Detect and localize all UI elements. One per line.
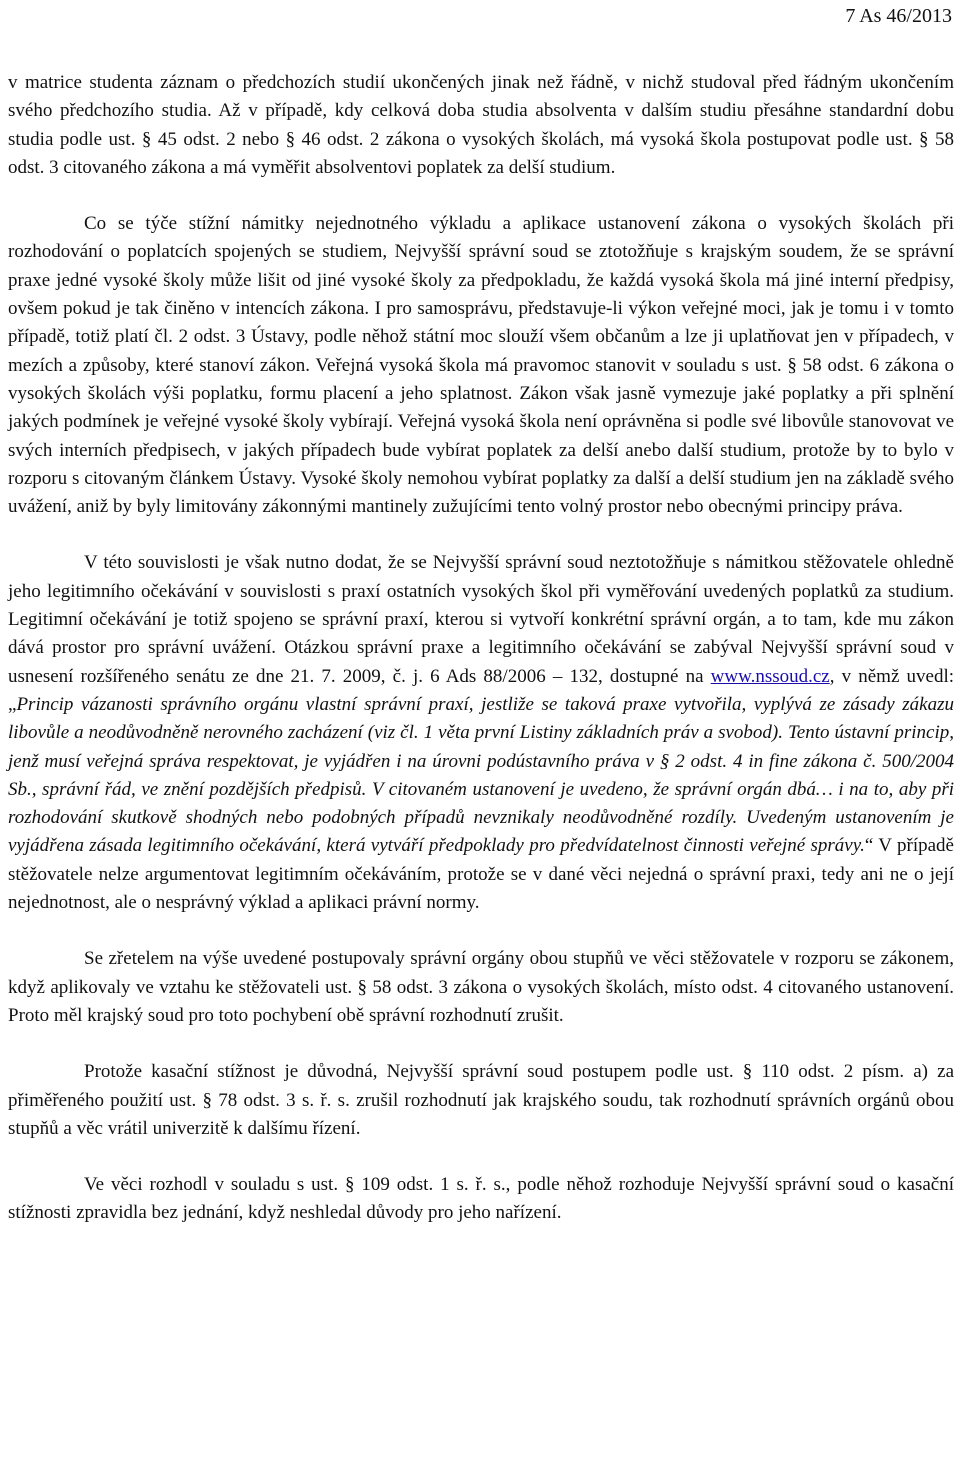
paragraph-3: [8, 549, 954, 917]
paragraph-4: Se zřetelem na výše uvedené postupovaly správní orgány obou stupňů ve věci stěžovatele v rozporu se zákonem, když aplikovaly ve vztahu ke stěžovateli ust. § 58 odst. 3 zákona o vysokých školách, místo odst. 4 citovaného ustanovení. Proto měl krajský soud pro toto pochybení obě správní rozhodnutí zrušit.: [8, 948, 954, 1026]
paragraph-3-text-after-link: , v němž uvedl: „: [8, 665, 954, 715]
nssoud-link[interactable]: www.nssoud.cz: [710, 665, 830, 687]
document-body: [8, 69, 954, 1228]
paragraph-6: Ve věci rozhodl v souladu s ust. § 109 odst. 1 s. ř. s., podle něhož rozhoduje Nejvyšší správní soud o kasační stížnosti zpravidla bez jednání, když neshledal důvody pro jeho nařízení.: [8, 1174, 954, 1224]
paragraph-5: Protože kasační stížnost je důvodná, Nejvyšší správní soud postupem podle ust. § 110 odst. 2 písm. a) za přiměřeného použití ust. § 78 odst. 3 s. ř. s. zrušil rozhodnutí jak krajského soudu, tak rozhodnutí správních orgánů obou stupňů a věc vrátil univerzitě k dalšímu řízení.: [8, 1061, 954, 1139]
paragraph-3-text-after-quote: “ V případě stěžovatele nelze argumentovat legitimním očekáváním, protože se v dané věci nejedná o správní praxi, tedy ani ne o její nejednotnost, ale o nesprávný výklad a aplikaci právní normy.: [8, 835, 954, 914]
case-number-header: 7 As 46/2013: [845, 5, 952, 27]
paragraph-2: Co se týče stížní námitky nejednotného výkladu a aplikace ustanovení zákona o vysokých školách při rozhodování o poplatcích spojených se studiem, Nejvyšší správní soud se ztotožňuje s krajským soudem, že se správní praxe jedné vysoké školy může lišit od jiné vysoké školy za předpokladu, že každá vysoká škola má jiné interní předpisy, ovšem pokud je tak činěno v intencích zákona. I pro samosprávu, představuje-li výkon veřejné moci, jak je tomu i v tomto případě, totiž platí čl. 2 odst. 3 Ústavy, podle něhož státní moc slouží všem občanům a lze ji uplatňovat jen v případech, v mezích a způsoby, které stanoví zákon. Veřejná vysoká škola má pravomoc stanovit v souladu s ust. § 58 odst. 6 zákona o vysokých školách výši poplatku, formu placení a jeho splatnost. Zákon však jasně vymezuje jaké poplatky a při splnění jakých podmínek je veřejné vysoké školy vybírají. Veřejná vysoká škola není oprávněna si podle své libovůle stanovovat ve svých interních předpisech, v jakých případech bude vybírat poplatek za delší anebo další studium, protože by to bylo v rozporu s citovaným článkem Ústavy. Vysoké školy nemohou vybírat poplatky za další a delší studium jen na základě svého uvážení, aniž by byly limitovány zákonnými mantinely zužujícími tento volný prostor nebo obecnými principy práva.: [8, 213, 954, 518]
paragraph-3-text: V této souvislosti je však nutno dodat, že se Nejvyšší správní soud neztotožňuje s námitkou stěžovatele ohledně jeho legitimního očekávání v souvislosti s praxí ostatních vysokých škol při vyměřování uvedených poplatků za studium. Legitimní očekávání je totiž spojeno se správní praxí, kterou si vytvoří konkrétní správní orgán, a to tam, kde mu zákon dává prostor pro správní uvážení. Otázkou správní praxe a legitimního očekávání se zabýval Nejvyšší správní soud v usnesení rozšířeného senátu ze dne 21. 7. 2009, č. j. 6 Ads 88/2006 – 132, dostupné na: [8, 552, 954, 687]
paragraph-1: v matrice studenta záznam o předchozích studií ukončených jinak než řádně, v nichž studoval před řádným ukončením svého předchozího studia. Až v případě, kdy celková doba studia absolventa v dalším studiu přesáhne standardní dobu studia podle ust. § 45 odst. 2 nebo § 46 odst. 2 zákona o vysokých školách, má vysoká škola postupovat podle ust. § 58 odst. 3 citovaného zákona a má vyměřit absolventovi poplatek za delší studium.: [8, 72, 954, 178]
quoted-resolution: Princip vázanosti správního orgánu vlastní správní praxí, jestliže se taková praxe vytvořila, vyplývá ze zásady zákazu libovůle a neodůvodněně nerovného zacházení (viz čl. 1 věta první Listiny základních práv a svobod). Tento ústavní princip, jenž musí veřejná správa respektovat, je vyjádřen i na úrovni podústavního práva v § 2 odst. 4 in fine zákona č. 500/2004 Sb., správní řád, ve znění pozdějších předpisů. V citovaném ustanovení je uvedeno, že správní orgán dbá… i na to, aby při rozhodování skutkově shodných nebo podobných případů nevznikaly neodůvodněné rozdíly. Uvedeným ustanovením je vyjádřena zásada legitimního očekávání, která vytváří předpoklady pro předvídatelnost činnosti veřejné správy.: [8, 693, 954, 857]
